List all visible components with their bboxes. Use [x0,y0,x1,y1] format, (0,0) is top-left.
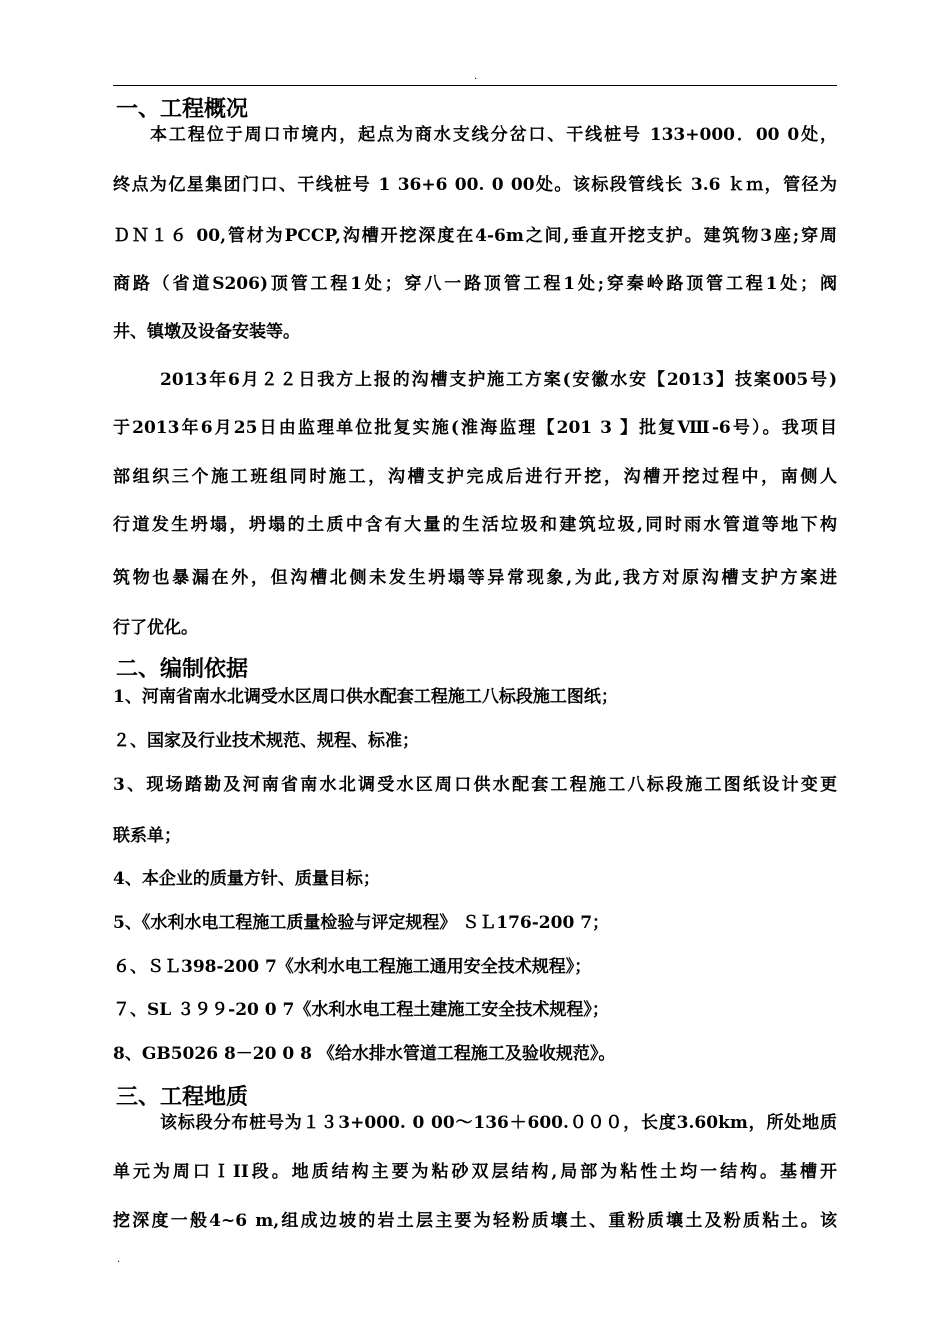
paragraph-line: 行了优化。 [113,618,198,638]
paragraph-line: 井、镇墩及设备安装等。 [113,322,300,342]
section-heading-geology: 三、工程地质 [116,1085,249,1110]
paragraph-line: 筑物也暴漏在外，但沟槽北侧未发生坍塌等异常现象,为此,我方对原沟槽支护方案进 [113,568,837,588]
paragraph-line: 该标段分布桩号为１３3+000. 0 00～136＋600.０００，长度3.60km，所处地质 [160,1113,837,1133]
list-item: ２、国家及行业技术规范、规程、标准； [113,731,419,751]
list-item: 4、本企业的质量方针、质量目标； [113,869,380,889]
list-item: 1、河南省南水北调受水区周口供水配套工程施工八标段施工图纸； [113,687,618,707]
paragraph-line: 2013年6月２２日我方上报的沟槽支护施工方案(安徽水安【2013】技案005号) [160,370,837,390]
paragraph-line: 本工程位于周口市境内，起点为商水支线分岔口、干线桩号 133+000．00 0处， [150,125,837,145]
list-item: 5、《水利水电工程施工质量检验与评定规程》 ＳＬ176-200 7； [113,913,610,933]
header-mark: . [474,71,478,82]
list-item: 3、现场踏勘及河南省南水北调受水区周口供水配套工程施工八标段施工图纸设计变更 [113,775,837,795]
list-item: 联系单； [113,826,181,846]
header-rule [113,85,837,86]
paragraph-line: ＤＮ１６ 00,管材为PCCP,沟槽开挖深度在4-6m之间,垂直开挖支护。建筑物3座;穿周 [113,226,837,246]
list-item: ７、SL ３９９-20 0 7《水利水电工程土建施工安全技术规程》； [113,1000,609,1020]
section-heading-basis: 二、编制依据 [116,657,249,682]
paragraph-line: 部组织三个施工班组同时施工，沟槽支护完成后进行开挖，沟槽开挖过程中，南侧人 [113,467,837,487]
section-heading-overview: 一、工程概况 [116,97,249,122]
paragraph-line: 行道发生坍塌，坍塌的土质中含有大量的生活垃圾和建筑垃圾,同时雨水管道等地下构 [113,515,837,535]
paragraph-line: 单元为周口ＩII段。地质结构主要为粘砂双层结构,局部为粘性土均一结构。基槽开 [113,1162,837,1182]
list-item: 8、GB5026 8－20 0 8 《给水排水管道工程施工及验收规范》。 [113,1044,616,1064]
paragraph-line: 商路（省道S206)顶管工程1处；穿八一路顶管工程1处;穿秦岭路顶管工程1处；阀 [113,274,837,294]
footer-mark: . [117,1254,121,1265]
paragraph-line: 终点为亿星集团门口、干线桩号 1 36+6 00. 0 00处。该标段管线长 3.6 ｋｍ，管径为 [113,175,837,195]
paragraph-line: 于2013年6月25日由监理单位批复实施(淮海监理【201 3 】批复Ⅷ-6号）。我项目 [113,418,837,438]
list-item: ６、ＳＬ398-200 7《水利水电工程施工通用安全技术规程》； [113,957,592,977]
paragraph-line: 挖深度一般4~6 m,组成边坡的岩土层主要为轻粉质壤土、重粉质壤土及粉质粘土。该 [113,1211,837,1231]
